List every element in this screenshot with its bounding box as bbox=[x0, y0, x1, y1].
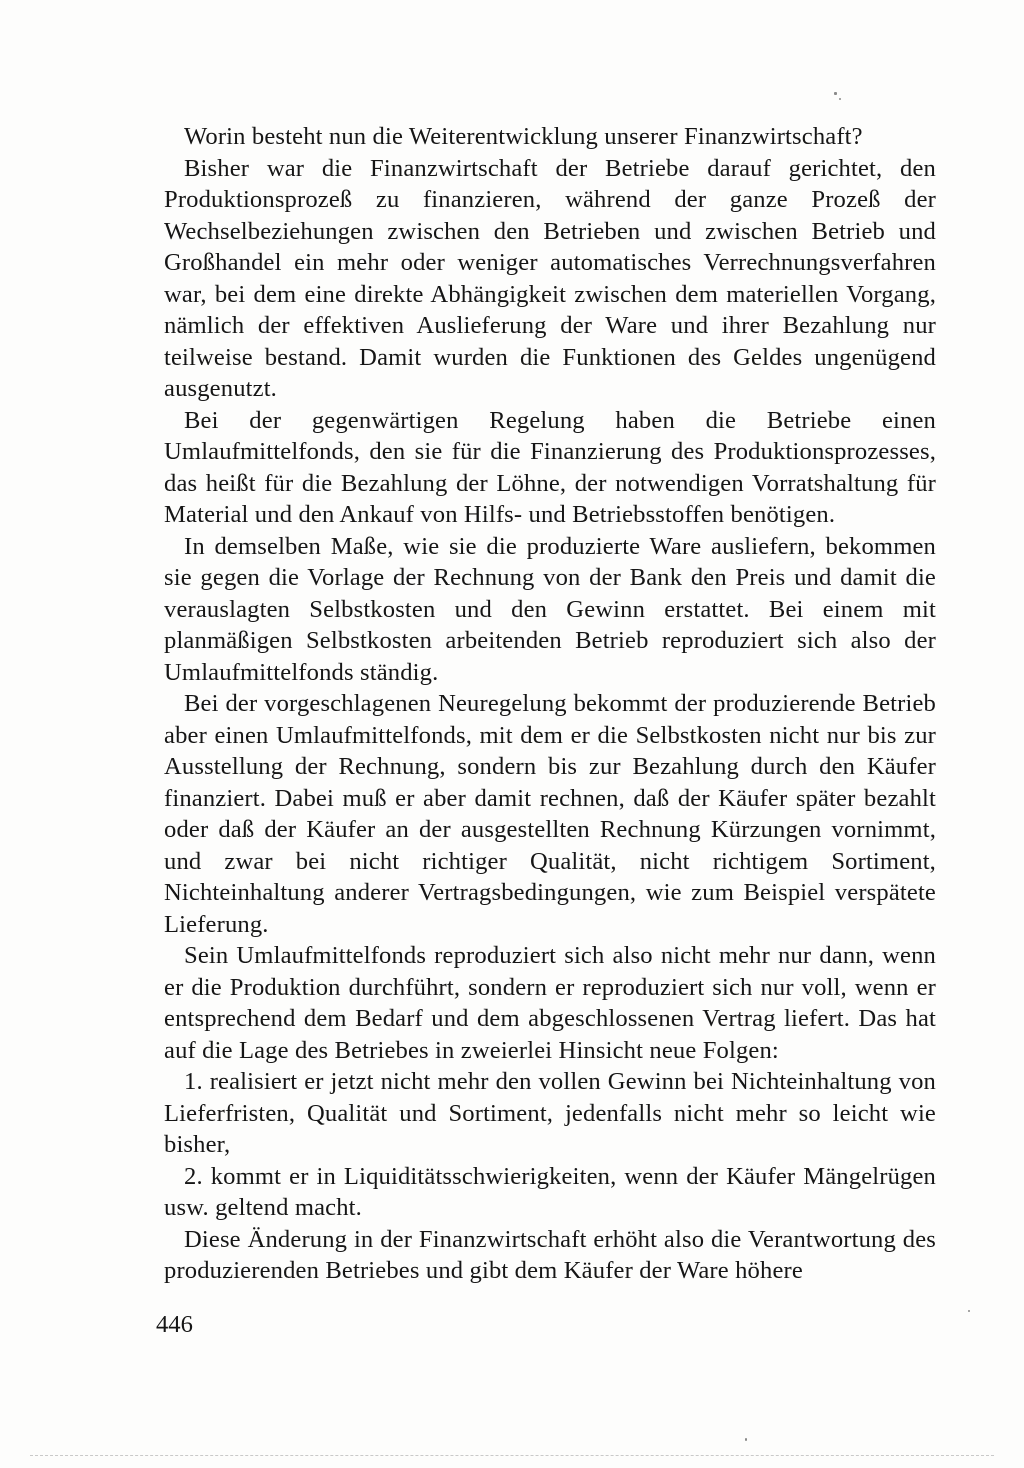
list-item-2: 2. kommt er in Liquiditätsschwierigkeiten, wenn der Käufer Mängelrügen usw. geltend macht. bbox=[164, 1162, 936, 1221]
paragraph-responsibility: Diese Änderung in der Finanzwirtschaft erhöht also die Verantwortung des produzierenden Betriebes und gibt dem Käufer der Ware höhere bbox=[164, 1225, 936, 1284]
paragraph-reproduction: Sein Umlaufmittelfonds reproduziert sich also nicht mehr nur dann, wenn er die Produktion durchführt, sondern er reproduziert sich nur voll, wenn er entsprechend dem Bedarf und dem abgeschlossenen Vertrag liefert. Das hat auf die Lage des Betriebes in zweierlei Hinsicht neue Folgen: bbox=[164, 942, 936, 1064]
paragraph-question: Worin besteht nun die Weiterentwicklung unserer Finanzwirtschaft? bbox=[184, 123, 863, 150]
scan-speck-mark bbox=[834, 92, 837, 95]
body-text bbox=[164, 121, 936, 1287]
list-item-1: 1. realisiert er jetzt nicht mehr den vollen Gewinn bei Nichteinhaltung von Lieferfristen, Qualität und Sortiment, jedenfalls nicht mehr so leicht wie bisher, bbox=[164, 1068, 936, 1158]
paragraph-new-regulation: Bei der vorgeschlagenen Neuregelung bekommt der produzierende Betrieb aber einen Umlaufmittelfonds, mit dem er die Selbstkosten nicht nur bis zur Ausstellung der Rechnung, sondern bis zur Bezahlung durch den Käufer finanziert. Dabei muß er aber damit rechnen, daß der Käufer später bezahlt oder daß der Käufer an der ausgestellten Rechnung Kürzungen vornimmt, und zwar bei nicht richtiger Qualität, nicht richtigem Sortiment, Nichteinhaltung anderer Vertragsbedingungen, wie zum Beispiel verspätete Lieferung. bbox=[164, 690, 936, 938]
paragraph-previous-system: Bisher war die Finanzwirtschaft der Betriebe darauf gerichtet, den Produktionsprozeß zu finanzieren, während der ganze Prozeß der Wechselbeziehungen zwischen den Betrieben und zwischen Betrieb und Großhandel ein mehr oder weniger automatisches Verrechnungsverfahren war, bei dem eine direkte Abhängigkeit zwischen dem materiellen Vorgang, nämlich der effektiven Auslieferung der Ware und ihrer Bezahlung nur teilweise bestand. Damit wurden die Funktionen des Geldes ungenügend ausgenutzt. bbox=[164, 154, 936, 402]
scan-speck-mark bbox=[839, 98, 841, 100]
page-number: 446 bbox=[156, 1311, 193, 1338]
paragraph-delivery-payment: In demselben Maße, wie sie die produzierte Ware ausliefern, bekommen sie gegen die Vorlage der Rechnung von der Bank den Preis und damit die verauslagten Selbstkosten und den Gewinn erstattet. Bei einem mit planmäßigen Selbstkosten arbeitenden Betrieb reproduziert sich also der Umlaufmittelfonds ständig. bbox=[164, 532, 936, 686]
scan-edge-line bbox=[30, 1455, 994, 1456]
scan-speck-mark bbox=[745, 1438, 747, 1441]
scan-speck-mark bbox=[968, 1310, 970, 1312]
paragraph-current-regulation: Bei der gegenwärtigen Regelung haben die Betriebe einen Umlaufmittelfonds, den sie für die Finanzierung des Produktionsprozesses, das heißt für die Bezahlung der Löhne, der notwendigen Vorratshaltung für Material und den Ankauf von Hilfs- und Betriebsstoffen benötigen. bbox=[164, 406, 936, 528]
